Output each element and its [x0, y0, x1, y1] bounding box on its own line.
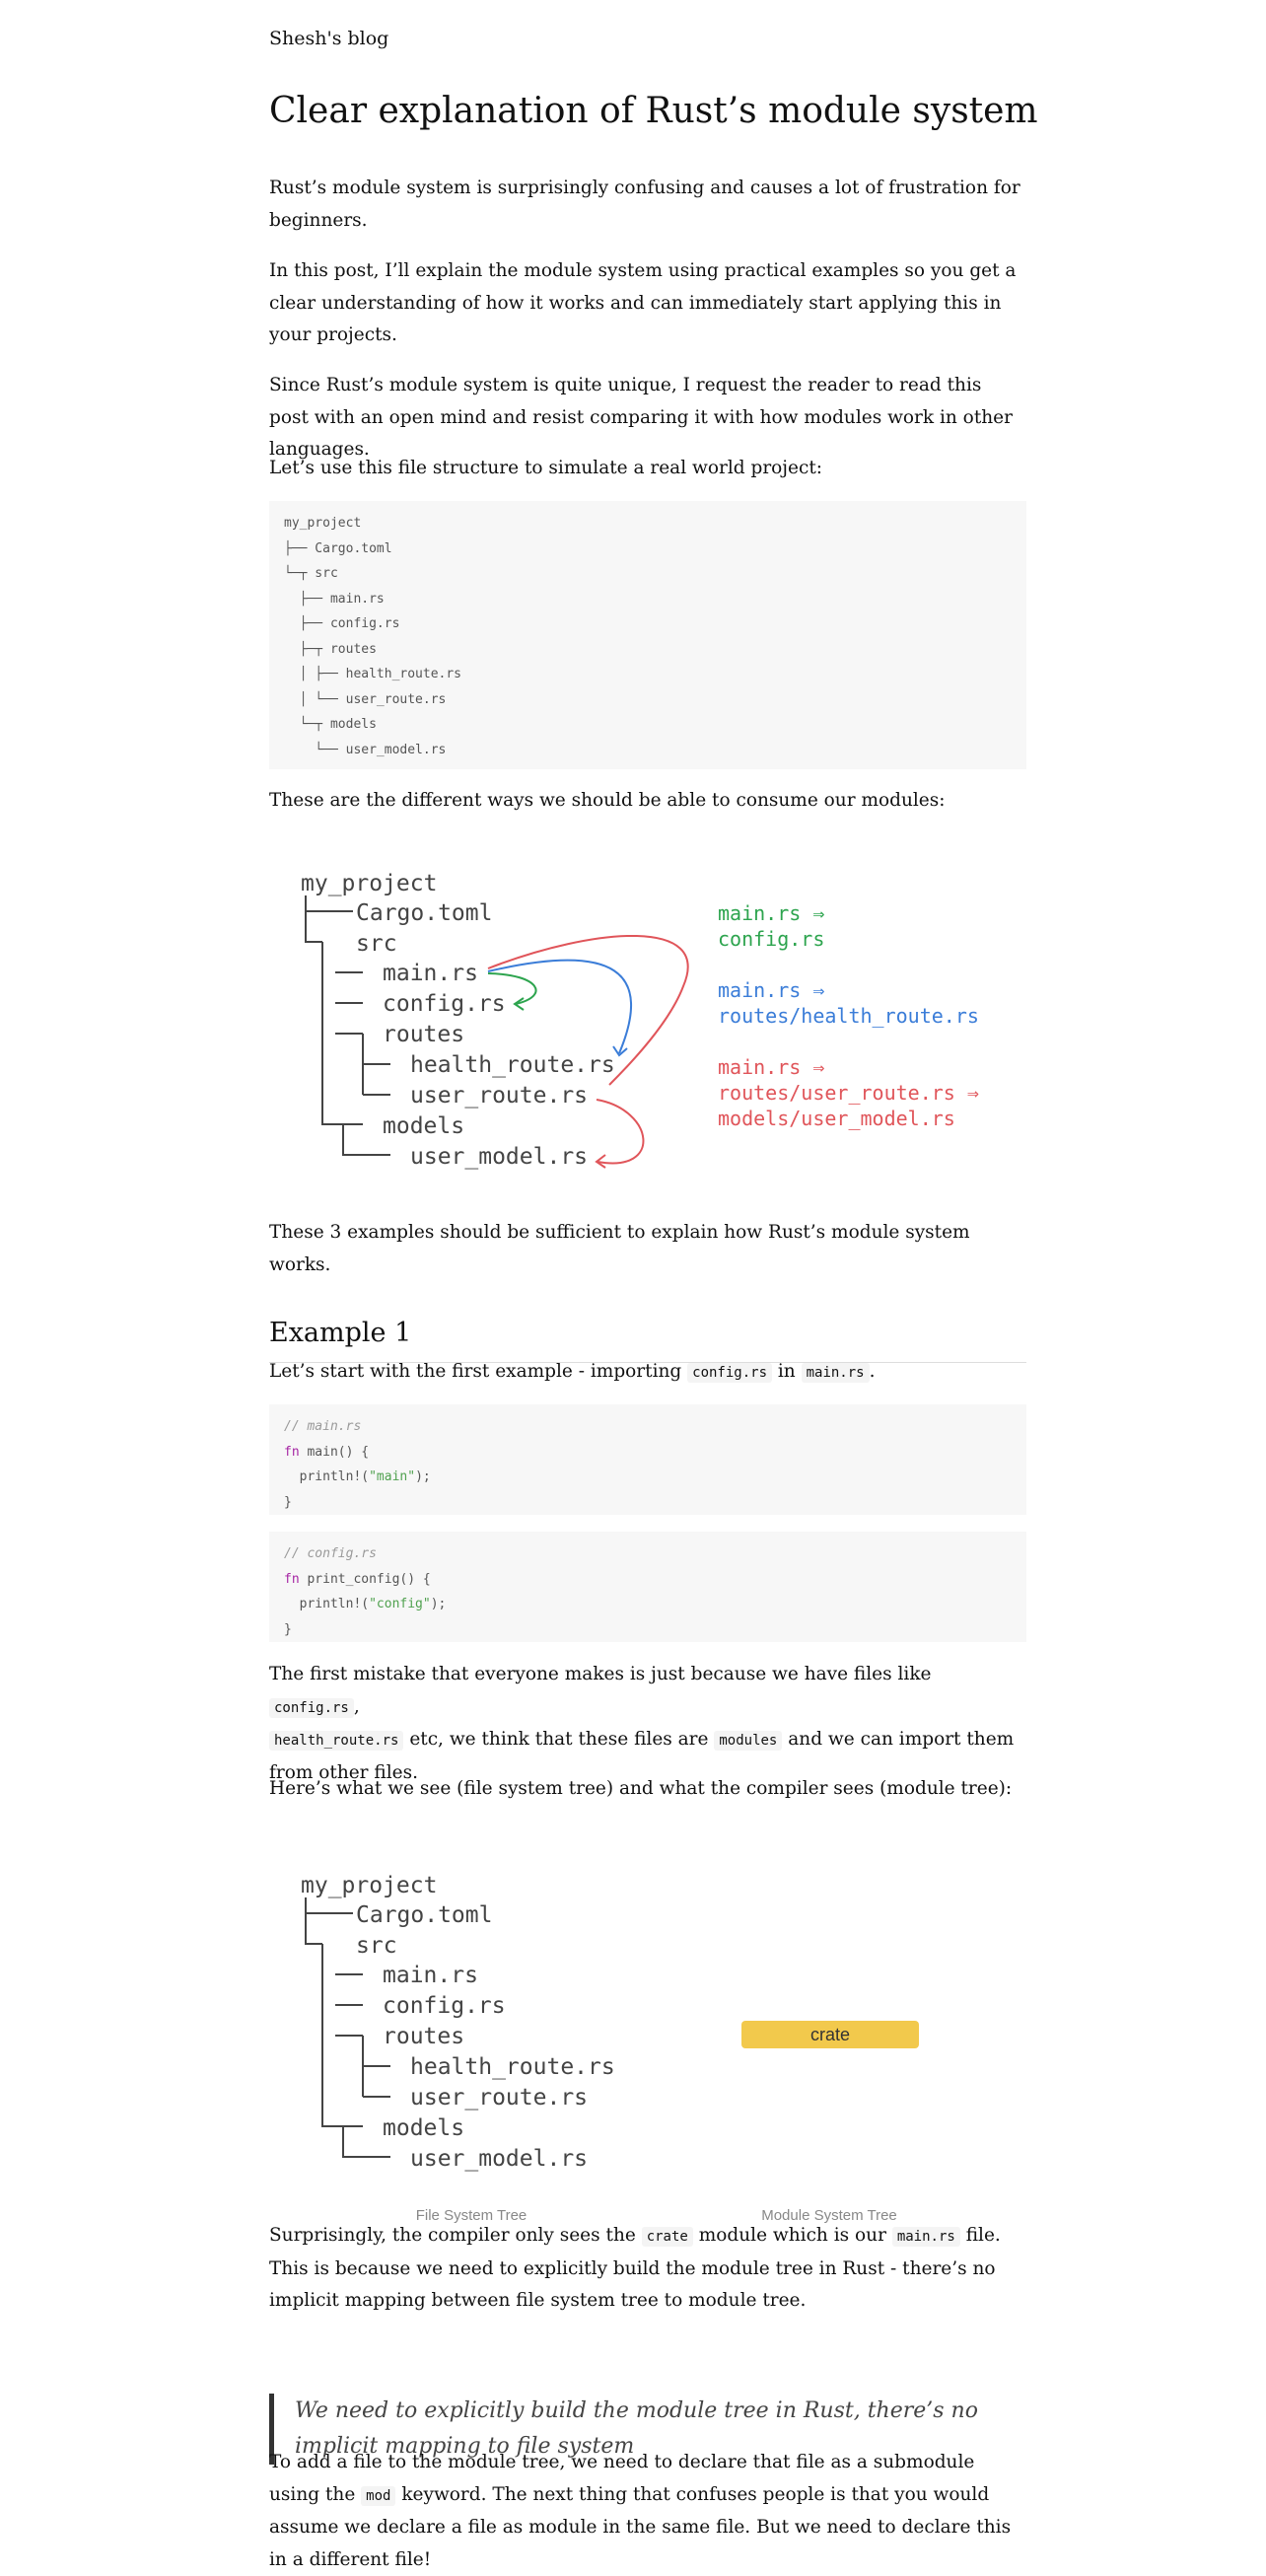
code-signature: print_config() { — [299, 1571, 431, 1587]
add-file-paragraph — [269, 2447, 1026, 2576]
code-keyword: fn — [284, 1571, 300, 1587]
fig2-tree-main: main.rs — [383, 1963, 478, 1988]
fig1-tree-user-model: user_model.rs — [410, 1144, 589, 1170]
file-vs-module-tree-diagram — [269, 1850, 1026, 2185]
file-tree-line: my_project — [284, 516, 362, 531]
file-tree-line: └── user_model.rs — [284, 742, 447, 757]
intro-paragraph-1: Rust’s module system is surprisingly confusing and causes a lot of frustration for beginners. — [269, 178, 1020, 231]
add-text-b: keyword. The next thing that confuses people is that you would assume we declare a file as module in the same file. But we need to declare this in a different file! — [269, 2483, 1012, 2570]
code-call-end: ); — [415, 1469, 431, 1484]
file-tree-line: └─┬ src — [284, 566, 338, 581]
crate-node-label: crate — [809, 2025, 851, 2044]
inline-code-mod: mod — [361, 2486, 395, 2506]
file-tree-line: ├── config.rs — [284, 616, 400, 631]
inline-code-modules: modules — [714, 1731, 782, 1751]
mistake-text-b: , — [353, 1695, 360, 1717]
inline-code-crate: crate — [642, 2227, 693, 2247]
fig1-tree-models: models — [383, 1113, 465, 1139]
inline-code-main: main.rs — [892, 2227, 960, 2247]
example-1-intro-text-c: . — [869, 1361, 876, 1382]
code-close: } — [284, 1621, 292, 1637]
examples-paragraph: These 3 examples should be sufficient to explain how Rust’s module system works. — [269, 1222, 970, 1275]
code-block-main — [269, 1404, 1026, 1515]
example-1-intro — [269, 1356, 1026, 1390]
mistake-text-d: and we can import them from other files. — [269, 1729, 1015, 1783]
code-block-config — [269, 1532, 1026, 1642]
add-text-a: To add a file to the module tree, we need to declare that file as a submodule using the — [269, 2452, 975, 2505]
fig1-tree-main: main.rs — [383, 961, 478, 986]
surprise-text-c: file. This is because we need to explicitly build the module tree in Rust - there’s no implicit mapping between file system tree to module tree. — [269, 2225, 1001, 2311]
fig1-tree-user-route: user_route.rs — [410, 1083, 589, 1109]
consume-paragraph: These are the different ways we should be able to consume our modules: — [269, 790, 946, 811]
inline-code-config: config.rs — [269, 1698, 354, 1718]
code-comment: // main.rs — [284, 1419, 362, 1434]
example-blue-line-2: routes/health_route.rs — [718, 1004, 979, 1028]
file-tree-code-block — [269, 501, 1026, 769]
file-tree-line: ├─┬ routes — [284, 641, 377, 657]
example-green-line-2: config.rs — [718, 927, 825, 951]
example-1-intro-text-b: in — [772, 1361, 802, 1382]
inline-code-health-route: health_route.rs — [269, 1731, 403, 1751]
see-paragraph: Here’s what we see (file system tree) and what the compiler sees (module tree): — [269, 1778, 1013, 1799]
site-title[interactable]: Shesh's blog — [269, 28, 389, 49]
inline-code-main: main.rs — [802, 1363, 870, 1383]
fig2-tree-user-route: user_route.rs — [410, 2085, 589, 2111]
code-call-end: ); — [430, 1597, 447, 1611]
file-tree-line: └─┬ models — [284, 717, 377, 732]
fig2-tree-user-model: user_model.rs — [410, 2146, 589, 2172]
code-call: println!( — [284, 1469, 370, 1484]
code-string: "main" — [369, 1469, 416, 1484]
fig2-tree-config: config.rs — [383, 1993, 506, 2019]
fig2-tree-cargo: Cargo.toml — [356, 1902, 493, 1928]
mistake-text-c: etc, we think that these files are — [403, 1729, 715, 1750]
mistake-text-a: The first mistake that everyone makes is just because we have files like — [269, 1664, 932, 1684]
caption-file-system-tree: File System Tree — [415, 2207, 528, 2224]
mistake-paragraph — [269, 1659, 1026, 1789]
file-tree-line: ├── main.rs — [284, 591, 385, 607]
example-blue-line-1: main.rs ⇒ — [718, 978, 825, 1002]
example-1-heading: Example 1 — [269, 1318, 1026, 1363]
intro-paragraph-3: Since Rust’s module system is quite unique, I request the reader to read this post with an open mind and resist comparing it with how modules work in other languages. — [269, 375, 1013, 460]
code-call: println!( — [284, 1597, 370, 1611]
example-green-line-1: main.rs ⇒ — [718, 901, 825, 925]
fig1-tree-routes: routes — [383, 1022, 465, 1047]
intro-paragraph-4: Let’s use this file structure to simulate a real world project: — [269, 458, 823, 478]
example-red-line-1: main.rs ⇒ — [718, 1055, 825, 1079]
fig2-tree-my-project: my_project — [301, 1873, 438, 1898]
code-string: "config" — [369, 1597, 431, 1611]
fig2-tree-health-route: health_route.rs — [410, 2054, 615, 2080]
fig2-tree-routes: routes — [383, 2024, 465, 2049]
file-tree-line: │ └── user_route.rs — [284, 691, 447, 707]
surprise-text-a: Surprisingly, the compiler only sees the — [269, 2225, 642, 2246]
file-tree-line: ├── Cargo.toml — [284, 540, 392, 556]
code-signature: main() { — [299, 1444, 370, 1460]
inline-code-config: config.rs — [687, 1363, 772, 1383]
fig1-tree-cargo: Cargo.toml — [356, 900, 493, 926]
example-red-line-3: models/user_model.rs — [718, 1107, 955, 1130]
fig1-tree-config: config.rs — [383, 991, 506, 1017]
article-title: Clear explanation of Rust’s module system — [269, 91, 1038, 131]
fig2-tree-src: src — [356, 1933, 397, 1959]
file-tree-line: │ ├── health_route.rs — [284, 667, 462, 681]
example-red-line-2: routes/user_route.rs ⇒ — [718, 1081, 979, 1105]
surprise-paragraph — [269, 2220, 1026, 2318]
caption-module-system-tree: Module System Tree — [761, 2207, 897, 2224]
example-1-intro-text-a: Let’s start with the first example - importing — [269, 1361, 688, 1382]
fig1-tree-health-route: health_route.rs — [410, 1052, 615, 1078]
code-close: } — [284, 1494, 292, 1510]
blue-arrow — [488, 961, 631, 1053]
intro-paragraph-2: In this post, I’ll explain the module system using practical examples so you get a clear understanding of how it works and can immediately start applying this in your projects. — [269, 260, 1017, 345]
code-keyword: fn — [284, 1444, 300, 1460]
surprise-text-b: module which is our — [692, 2225, 892, 2246]
blockquote: We need to explicitly build the module tree in Rust, there’s no implicit mapping to file system — [269, 2394, 1026, 2465]
red-arrow-2 — [597, 1100, 643, 1163]
fig2-tree-models: models — [383, 2115, 465, 2141]
module-usage-diagram — [269, 848, 1026, 1193]
fig1-tree-src: src — [356, 931, 397, 957]
code-comment: // config.rs — [284, 1546, 377, 1561]
fig1-tree-my-project: my_project — [301, 871, 438, 896]
